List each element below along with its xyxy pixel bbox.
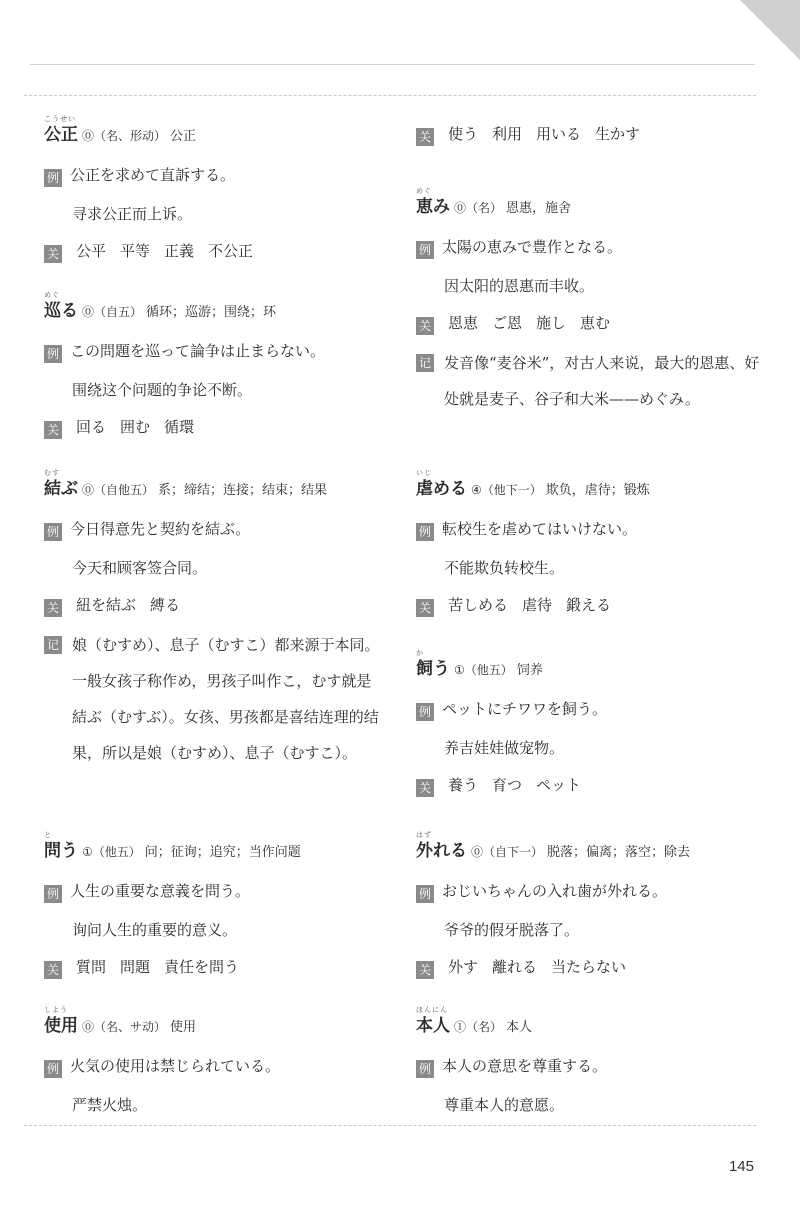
related-row bbox=[416, 124, 761, 146]
example-sentence: ペットにチワワを飼う。 bbox=[442, 700, 608, 718]
word-gloss: 饲养 bbox=[516, 663, 543, 678]
word-category: ⓪（自五） bbox=[82, 305, 143, 319]
related-word: 鍛える bbox=[566, 596, 612, 614]
example-row bbox=[44, 881, 384, 903]
example-row bbox=[416, 881, 761, 903]
headword: 公正 bbox=[44, 125, 78, 145]
memo-badge: 记 bbox=[44, 636, 62, 654]
memo-text: 发音像“麦谷米”，对古人来说，最大的恩惠、好处就是麦子、谷子和大米——めぐみ。 bbox=[444, 354, 760, 408]
related-badge: 关 bbox=[416, 128, 434, 146]
page-corner-fold bbox=[740, 0, 800, 60]
example-badge: 例 bbox=[44, 885, 62, 903]
word-gloss: 欺负，虐待；锻炼 bbox=[545, 483, 650, 498]
memo-text: 娘（むすめ）、息子（むすこ）都来源于本同。一般女孩子称作め，男孩子叫作こ，むす就是結ぶ（むすぶ）。女孩、男孩都是喜结连理的结果，所以是娘（むすめ）、息子（むすこ）。 bbox=[72, 636, 380, 762]
headword: 虐める bbox=[416, 479, 467, 499]
example-sentence: この問題を巡って論争は止まらない。 bbox=[70, 342, 326, 360]
word-reading: と bbox=[44, 831, 52, 839]
example-sentence: 転校生を虐めてはいけない。 bbox=[442, 520, 638, 538]
word-gloss: 脱落；偏离；落空；除去 bbox=[547, 845, 691, 860]
example-row bbox=[44, 519, 384, 541]
entry-shiyou bbox=[44, 1005, 384, 1115]
example-sentence: 本人の意思を尊重する。 bbox=[442, 1057, 608, 1075]
example-badge: 例 bbox=[416, 523, 434, 541]
related-row bbox=[416, 957, 761, 979]
example-badge: 例 bbox=[416, 885, 434, 903]
word-reading: めぐ bbox=[416, 187, 432, 195]
word-gloss: 系；缔结；连接；结束；结果 bbox=[158, 483, 328, 498]
entry-head bbox=[416, 478, 761, 502]
example-badge: 例 bbox=[44, 523, 62, 541]
related-badge: 关 bbox=[416, 317, 434, 335]
related-row bbox=[44, 241, 384, 263]
example-sentence: 火気の使用は禁じられている。 bbox=[70, 1057, 281, 1075]
memo-row bbox=[416, 345, 761, 417]
example-translation: 询问人生的重要的意义。 bbox=[72, 921, 238, 939]
related-word: 紐を結ぶ bbox=[76, 596, 137, 614]
example-row bbox=[416, 237, 761, 259]
headword: 問う bbox=[44, 841, 78, 861]
word-reading: いじ bbox=[416, 469, 432, 477]
related-badge: 关 bbox=[44, 599, 62, 617]
related-badge: 关 bbox=[44, 245, 62, 263]
example-sentence: おじいちゃんの入れ歯が外れる。 bbox=[442, 882, 668, 900]
headword: 本人 bbox=[416, 1016, 450, 1036]
example-row bbox=[416, 519, 761, 541]
word-category: ⓪（名） bbox=[454, 201, 503, 215]
word-reading: はず bbox=[416, 831, 432, 839]
word-category: ①（名） bbox=[454, 1020, 503, 1034]
memo-row bbox=[44, 627, 384, 771]
word-reading: しよう bbox=[44, 1006, 68, 1014]
entry-kousei bbox=[44, 114, 384, 263]
related-word: 当たらない bbox=[551, 958, 627, 976]
example-badge: 例 bbox=[44, 1060, 62, 1078]
entry-kau bbox=[416, 648, 761, 797]
example-translation: 爷爷的假牙脱落了。 bbox=[444, 921, 580, 939]
related-word: 用いる bbox=[536, 125, 582, 143]
entry-head bbox=[44, 840, 384, 864]
headword: 使用 bbox=[44, 1016, 78, 1036]
top-rule bbox=[30, 64, 755, 65]
related-row bbox=[44, 957, 384, 979]
example-translation: 今天和顾客签合同。 bbox=[72, 559, 208, 577]
word-category: ①（他五） bbox=[82, 845, 141, 859]
related-word: 囲む bbox=[120, 418, 151, 436]
related-word: 外す bbox=[448, 958, 479, 976]
word-category: ⓪（自下一） bbox=[471, 845, 544, 859]
memo-badge: 记 bbox=[416, 354, 434, 372]
related-word: 恩恵 bbox=[448, 314, 479, 332]
entry-tou bbox=[44, 830, 384, 979]
example-badge: 例 bbox=[44, 169, 62, 187]
related-row bbox=[416, 595, 761, 617]
word-category: ④（他下一） bbox=[471, 483, 542, 497]
related-word: 苦しめる bbox=[448, 596, 509, 614]
related-word: 恵む bbox=[580, 314, 611, 332]
header-divider bbox=[24, 95, 756, 96]
related-word: 公平 bbox=[76, 242, 107, 260]
related-word: 責任を問う bbox=[164, 958, 240, 976]
entry-head bbox=[44, 124, 384, 148]
related-row bbox=[416, 313, 761, 335]
word-reading: ほんにん bbox=[416, 1006, 448, 1014]
entry-head bbox=[416, 840, 761, 864]
related-word: 縛る bbox=[150, 596, 181, 614]
related-word: 利用 bbox=[492, 125, 523, 143]
related-word: 施し bbox=[536, 314, 567, 332]
related-word: 離れる bbox=[492, 958, 538, 976]
word-reading: むす bbox=[44, 469, 60, 477]
related-badge: 关 bbox=[416, 599, 434, 617]
example-translation: 因太阳的恩惠而丰收。 bbox=[444, 277, 595, 295]
related-row bbox=[44, 595, 384, 617]
example-badge: 例 bbox=[416, 1060, 434, 1078]
related-badge: 关 bbox=[44, 961, 62, 979]
footer-divider bbox=[24, 1125, 756, 1126]
word-gloss: 公正 bbox=[170, 129, 197, 144]
word-category: ⓪（自他五） bbox=[82, 483, 155, 497]
related-badge: 关 bbox=[416, 961, 434, 979]
related-word: 生かす bbox=[595, 125, 641, 143]
related-word: 養う bbox=[448, 776, 479, 794]
related-word: 正義 bbox=[164, 242, 195, 260]
word-gloss: 本人 bbox=[506, 1020, 533, 1035]
example-translation: 尊重本人的意愿。 bbox=[444, 1096, 565, 1114]
entry-shiyou-related bbox=[416, 114, 761, 146]
word-gloss: 使用 bbox=[170, 1020, 197, 1035]
example-row bbox=[416, 1056, 761, 1078]
example-badge: 例 bbox=[416, 703, 434, 721]
entry-head bbox=[416, 196, 761, 220]
example-translation: 围绕这个问题的争论不断。 bbox=[72, 381, 253, 399]
word-reading: か bbox=[416, 649, 424, 657]
related-word: 育つ bbox=[492, 776, 523, 794]
word-gloss: 循环；巡游；围绕；环 bbox=[146, 305, 277, 320]
entry-megumi bbox=[416, 186, 761, 417]
entry-head bbox=[44, 1015, 384, 1039]
related-word: 回る bbox=[76, 418, 107, 436]
related-word: 循環 bbox=[164, 418, 195, 436]
entry-hazureru bbox=[416, 830, 761, 979]
related-word: 不公正 bbox=[208, 242, 254, 260]
headword: 飼う bbox=[416, 659, 450, 679]
related-word: 虐待 bbox=[522, 596, 553, 614]
headword: 結ぶ bbox=[44, 479, 78, 499]
example-row bbox=[44, 1056, 384, 1078]
example-translation: 养吉娃娃做宠物。 bbox=[444, 739, 565, 757]
entry-head bbox=[44, 478, 384, 502]
word-reading: めぐ bbox=[44, 291, 60, 299]
headword: 恵み bbox=[416, 197, 450, 217]
related-word: ペット bbox=[536, 776, 582, 794]
word-gloss: 问；征询；追究；当作问题 bbox=[144, 845, 301, 860]
example-badge: 例 bbox=[44, 345, 62, 363]
example-badge: 例 bbox=[416, 241, 434, 259]
word-category: ⓪（名、サ动） bbox=[82, 1020, 167, 1034]
word-gloss: 恩惠，施舍 bbox=[506, 201, 572, 216]
entry-ijimeru bbox=[416, 468, 761, 617]
related-word: 質問 bbox=[76, 958, 107, 976]
headword: 巡る bbox=[44, 301, 78, 321]
word-reading: こうせい bbox=[44, 115, 76, 123]
related-row bbox=[416, 775, 761, 797]
example-sentence: 今日得意先と契約を結ぶ。 bbox=[70, 520, 251, 538]
entry-head bbox=[44, 300, 384, 324]
word-category: ⓪（名、形动） bbox=[82, 129, 167, 143]
example-translation: 不能欺负转校生。 bbox=[444, 559, 565, 577]
entry-meguru bbox=[44, 290, 384, 439]
related-word: 使う bbox=[448, 125, 479, 143]
entry-head bbox=[416, 1015, 761, 1039]
related-row bbox=[44, 417, 384, 439]
related-word: 問題 bbox=[120, 958, 151, 976]
entry-musubu bbox=[44, 468, 384, 771]
example-translation: 严禁火烛。 bbox=[72, 1096, 148, 1114]
example-sentence: 人生の重要な意義を問う。 bbox=[70, 882, 251, 900]
word-category: ①（他五） bbox=[454, 663, 513, 677]
related-word: 平等 bbox=[120, 242, 151, 260]
example-sentence: 公正を求めて直訴する。 bbox=[70, 166, 236, 184]
related-badge: 关 bbox=[416, 779, 434, 797]
page-number: 145 bbox=[728, 1158, 754, 1175]
example-row bbox=[44, 165, 384, 187]
entry-head bbox=[416, 658, 761, 682]
example-row bbox=[416, 699, 761, 721]
example-translation: 寻求公正而上诉。 bbox=[72, 205, 193, 223]
related-badge: 关 bbox=[44, 421, 62, 439]
example-row bbox=[44, 341, 384, 363]
related-word: ご恩 bbox=[492, 314, 523, 332]
example-sentence: 太陽の恵みで豊作となる。 bbox=[442, 238, 623, 256]
entry-honnin bbox=[416, 1005, 761, 1115]
headword: 外れる bbox=[416, 841, 467, 861]
